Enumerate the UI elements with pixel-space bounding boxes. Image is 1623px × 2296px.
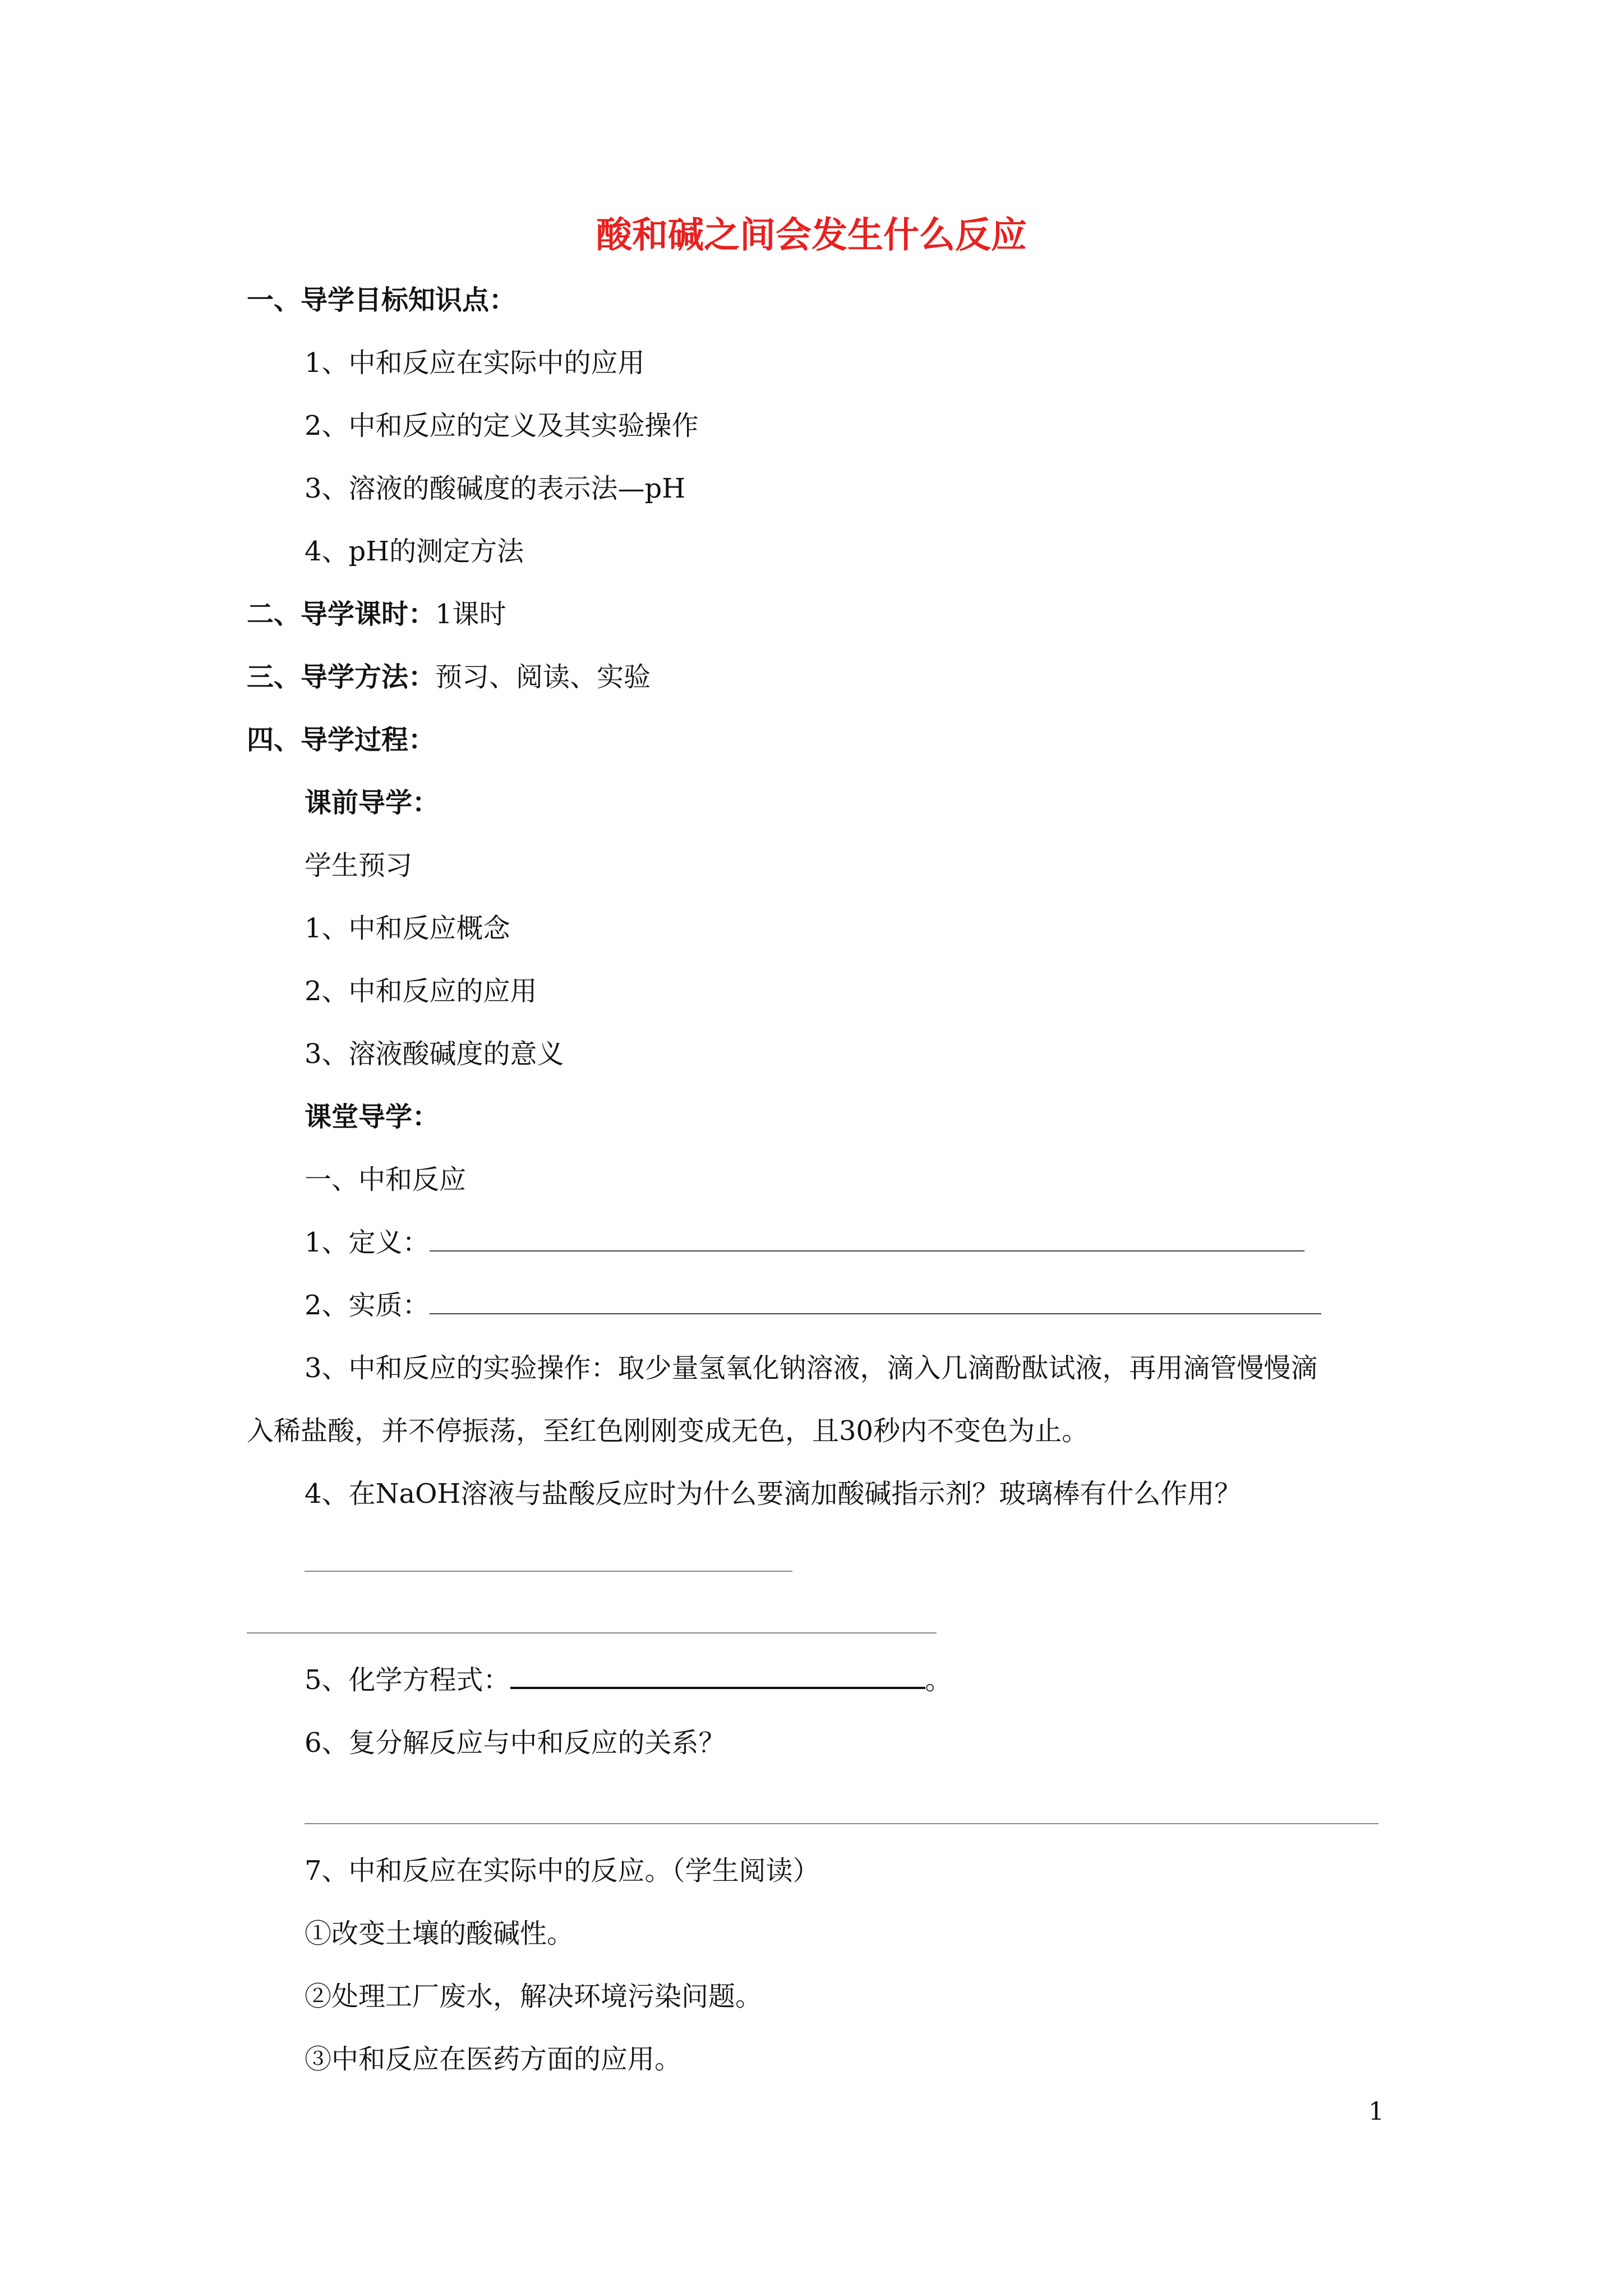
q6-answer-line[interactable]	[305, 1823, 1378, 1824]
in-class-subheading: 一、中和反应	[305, 1164, 467, 1195]
q5-end: 。	[925, 1664, 952, 1696]
definition-line	[305, 1223, 1304, 1262]
application-3: ③中和反应在医药方面的应用。	[305, 2044, 682, 2075]
s1-item-1: 1、中和反应在实际中的应用	[305, 347, 645, 379]
s1-item-3: 3、溶液的酸碱度的表示法—pH	[305, 473, 686, 504]
essence-blank[interactable]	[430, 1308, 1321, 1314]
q4-answer-line-1[interactable]	[305, 1571, 792, 1572]
essence-line	[305, 1286, 1321, 1325]
document-title: 酸和碱之间会发生什么反应	[596, 214, 1027, 256]
pre-item-3: 3、溶液酸碱度的意义	[305, 1038, 564, 1070]
definition-blank[interactable]	[430, 1245, 1304, 1251]
q6-question: 6、复分解反应与中和反应的关系？	[305, 1727, 726, 1759]
q4-answer-line-2[interactable]	[247, 1632, 937, 1634]
pre-item-2: 2、中和反应的应用	[305, 976, 537, 1007]
application-2: ②处理工厂废水，解决环境污染问题。	[305, 1981, 763, 2012]
q5-label: 5、化学方程式：	[305, 1664, 510, 1696]
page-number: 1	[1368, 2097, 1384, 2126]
section-4-heading: 四、导学过程：	[247, 724, 436, 756]
section-3-value: 预习、阅读、实验	[435, 661, 651, 693]
pre-item-1: 1、中和反应概念	[305, 913, 510, 944]
section-1-heading: 一、导学目标知识点：	[247, 284, 517, 316]
application-1: ①改变土壤的酸碱性。	[305, 1918, 574, 1949]
essence-label: 2、实质：	[305, 1290, 430, 1321]
equation-blank[interactable]	[510, 1681, 925, 1689]
definition-label: 1、定义：	[305, 1227, 430, 1258]
pre-class-intro: 学生预习	[305, 850, 413, 881]
q3-line-2: 入稀盐酸，并不停振荡，至红色刚刚变成无色，且30秒内不变色为止。	[247, 1415, 1089, 1447]
in-class-heading: 课堂导学：	[305, 1101, 440, 1133]
q4-question: 4、在NaOH溶液与盐酸反应时为什么要滴加酸碱指示剂？玻璃棒有什么作用？	[305, 1478, 1242, 1510]
section-2-value: 1课时	[435, 599, 506, 630]
q7-question: 7、中和反应在实际中的反应。（学生阅读）	[305, 1855, 820, 1887]
section-2	[247, 595, 506, 634]
q3-line-1: 3、中和反应的实验操作：取少量氢氧化钠溶液，滴入几滴酚酞试液，再用滴管慢慢滴	[305, 1352, 1318, 1384]
section-2-label: 二、导学课时：	[247, 599, 436, 630]
section-3-label: 三、导学方法：	[247, 661, 436, 693]
s1-item-2: 2、中和反应的定义及其实验操作	[305, 410, 699, 441]
s1-item-4: 4、pH的测定方法	[305, 536, 524, 567]
pre-class-heading: 课前导学：	[305, 787, 440, 818]
q5-line	[305, 1660, 952, 1700]
section-3	[247, 657, 651, 697]
